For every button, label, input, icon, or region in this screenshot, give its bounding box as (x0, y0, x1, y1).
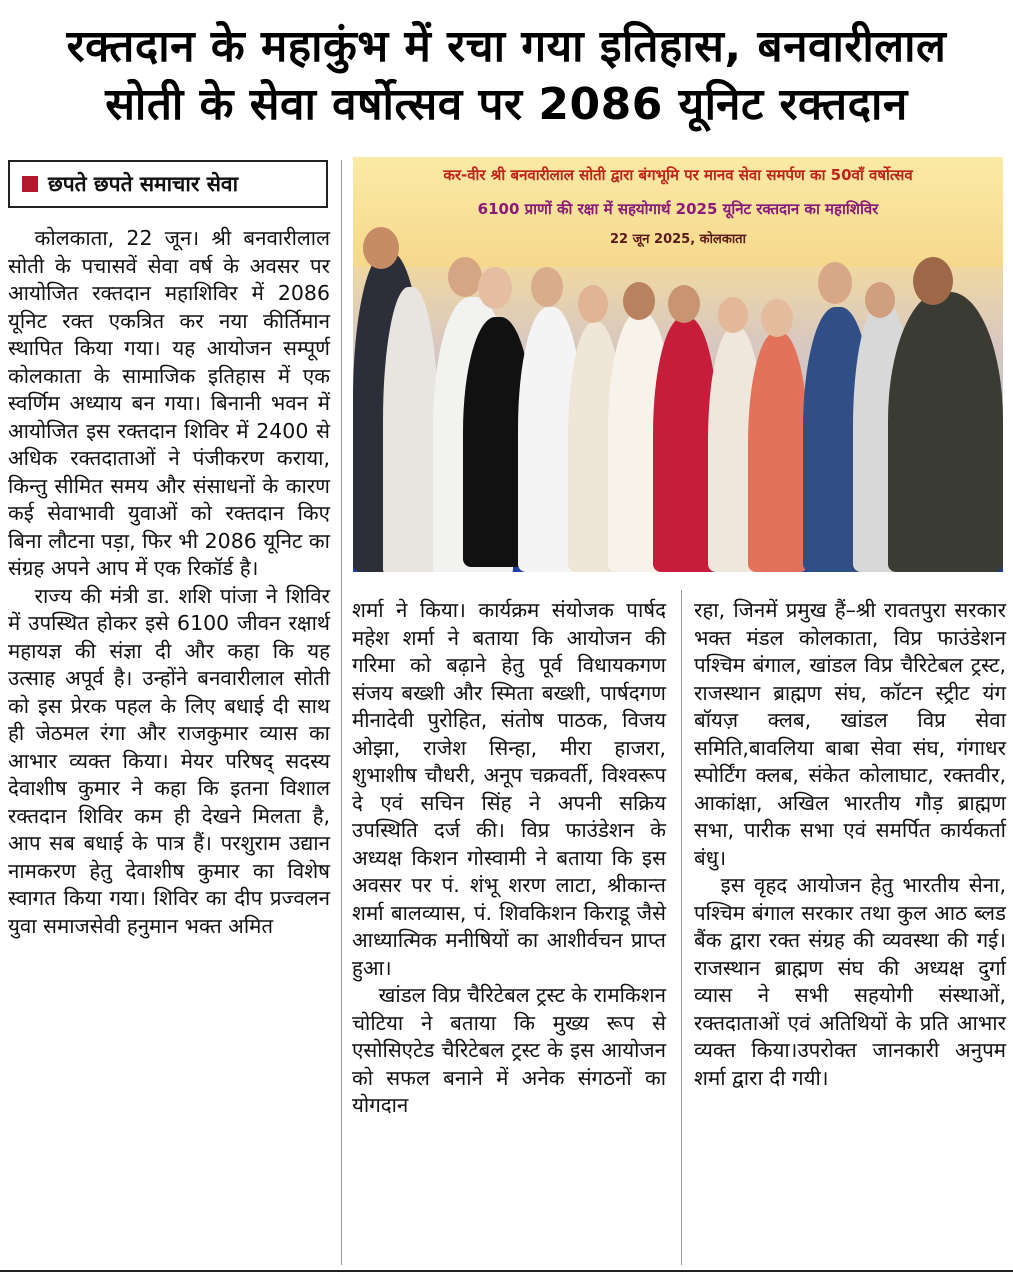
person-head (668, 285, 700, 323)
article-paragraph: खांडल विप्र चैरिटेबल ट्रस्ट के रामकिशन चोटिया ने बताया कि मुख्य रूप से एसोसिएटेड चैरिटेबल ट्रस्ट के इस आयोजन को सफल बनाने में अनेक संगठनों का योगदान (352, 983, 666, 1117)
article-column-2 (352, 597, 666, 1120)
person-head (761, 299, 793, 337)
event-photo (353, 157, 1003, 572)
article-column-1 (8, 225, 330, 940)
person-head (478, 267, 512, 309)
event-banner (353, 157, 1003, 267)
article-paragraph: राज्य की मंत्री डा. शशि पांजा ने शिविर में उपस्थित होकर इसे 6100 जीवन रक्षार्थ महायज्ञ की संज्ञा दी और कहा कि यह उत्साह अपूर्व है। उन्होंने बनवारीलाल सोती को इस प्रेरक पहल के लिए बधाई दी साथ ही जेठमल रंगा और राजकुमार व्यास का आभार व्यक्त किया। मेयर परिषद् सदस्य देवाशीष कुमार ने कहा कि इतना विशाल रक्तदान शिविर कम ही देखने मिलता है, आप सब बधाई के पात्र हैं। परशुराम उद्यान नामकरण हेतु देवाशीष कुमार का विशेष स्वागत किया गया। शिविर का दीप प्रज्वलन युवा समाजसेवी हनुमान भक्त अमित (8, 583, 330, 938)
person-figure (888, 292, 1003, 572)
column-divider (681, 590, 682, 1265)
person-figure (383, 287, 438, 572)
person-head (448, 257, 482, 297)
banner-line-3: 22 जून 2025, कोलकाता (610, 232, 746, 247)
red-square-icon (22, 176, 38, 192)
article-paragraph: रहा, जिनमें प्रमुख हैं–श्री रावतपुरा सरकार भक्त मंडल कोलकाता, विप्र फाउंडेशन पश्चिम बंगाल, खांडल विप्र चैरिटेबल ट्रस्ट, राजस्थान ब्राह्मण संघ, कॉटन स्ट्रीट यंग बॉयज़ क्लब, खांडल विप्र सेवा समिति,बावलिया बाबा सेवा संघ, गंगाधर स्पोर्टिंग क्लब, संकेत कोलाघाट, रक्तवीर, आकांक्षा, अखिल भारतीय गौड़ ब्राह्मण सभा, पारीक सभा एवं समर्पित कार्यकर्ता बंधु। (694, 598, 1006, 870)
column-divider (341, 160, 342, 1265)
article-column-3 (694, 597, 1006, 1092)
banner-line-1: कर-वीर श्री बनवारीलाल सोती द्वारा बंगभूमि पर मानव सेवा समर्पण का 50वाँ वर्षोत्सव (443, 166, 913, 184)
person-head (363, 227, 399, 269)
person-head (718, 297, 748, 333)
person-head (531, 267, 563, 307)
headline (10, 18, 1003, 134)
article-paragraph: कोलकाता, 22 जून। श्री बनवारीलाल सोती के पचासवें सेवा वर्ष के अवसर पर आयोजित रक्तदान महाशिविर में 2086 यूनिट रक्त एकत्रित कर नया कीर्तिमान स्थापित किया गया। यह आयोजन सम्पूर्ण कोलकाता के सामाजिक इतिहास में एक स्वर्णिम अध्याय बन गया। बिनानी भवन में आयोजित इस रक्तदान शिविर में 2400 से अधिक रक्तदाताओं ने पंजीकरण कराया, किन्तु सीमित समय और संसाधनों के कारण कई सेवाभावी युवाओं को रक्तदान किए बिना लौटना पड़ा, फिर भी 2086 यूनिट का संग्रह अपने आप में एक रिकॉर्ड है। (8, 226, 330, 580)
banner-line-2: 6100 प्राणों की रक्षा में सहयोगार्थ 2025 यूनिट रक्तदान का महाशिविर (477, 200, 879, 218)
headline-line-2: सोती के सेवा वर्षोत्सव पर 2086 यूनिट रक्तदान (105, 79, 908, 130)
person-figure (748, 332, 808, 572)
bottom-rule (0, 1270, 1013, 1272)
article-paragraph: इस वृहद आयोजन हेतु भारतीय सेना, पश्चिम बंगाल सरकार तथा कुल आठ ब्लड बैंक द्वारा रक्त संग्रह की व्यवस्था की गई। राजस्थान ब्राह्मण संघ की अध्यक्ष दुर्गा व्यास ने सभी सहयोगी संस्थाओं, रक्तदाताओं एवं अतिथियों के प्रति आभार व्यक्त किया।उपरोक्त जानकारी अनुपम शर्मा द्वारा दी गयी। (694, 873, 1006, 1090)
person-head (913, 257, 953, 305)
article-paragraph: शर्मा ने किया। कार्यक्रम संयोजक पार्षद महेश शर्मा ने बताया कि आयोजन की गरिमा को बढ़ाने हेतु पूर्व विधायकगण संजय बख्शी और स्मिता बख्शी, पार्षदगण मीनादेवी पुरोहित, संतोष पाठक, विजय ओझा, राजेश सिन्हा, मीरा हाजरा, शुभाशीष चौधरी, अनूप चक्रवर्ती, विश्वरूप दे एवं सचिन सिंह ने अपनी सक्रिय उपस्थिति दर्ज की। विप्र फाउंडेशन के अध्यक्ष किशन गोस्वामी ने बताया कि इस अवसर पर पं. शंभू शरण लाटा, श्रीकान्त शर्मा बालव्यास, पं. शिवकिशन किराडू जैसे आध्यात्मिक मनीषियों का आशीर्वचन प्राप्त हुआ। (352, 598, 666, 980)
person-head (865, 282, 895, 318)
person-head (818, 262, 852, 304)
person-head (623, 282, 655, 320)
news-source-box (8, 160, 328, 208)
person-head (578, 285, 608, 323)
news-source-label: छपते छपते समाचार सेवा (48, 172, 239, 196)
headline-line-1: रक्तदान के महाकुंभ में रचा गया इतिहास, बनवारीलाल (66, 21, 947, 72)
